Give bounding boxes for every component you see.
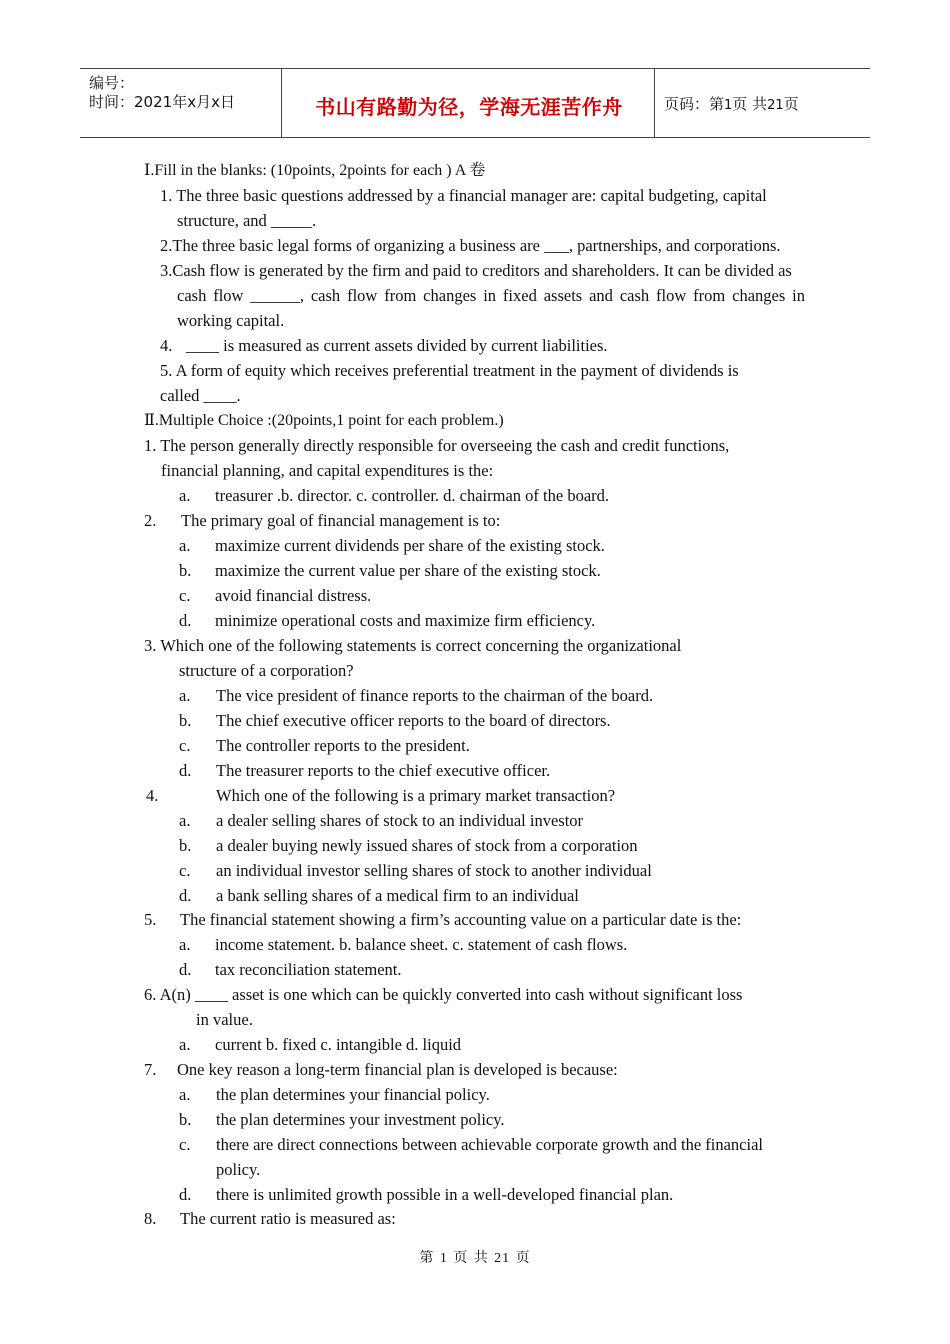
option-letter: a. xyxy=(179,1085,191,1104)
question-line: The current ratio is measured as: xyxy=(180,1209,396,1228)
question-line: 6. A(n) ____ asset is one which can be quickly converted into cash without significant loss xyxy=(144,985,743,1004)
question-line: in value. xyxy=(196,1010,253,1029)
option-text: tax reconciliation statement. xyxy=(215,960,402,979)
question-line: The primary goal of financial management is to: xyxy=(181,511,501,530)
question-line: 5. A form of equity which receives preferential treatment in the payment of dividends is xyxy=(160,361,739,380)
option-text: minimize operational costs and maximize firm efficiency. xyxy=(215,611,596,630)
option-letter: c. xyxy=(179,736,191,755)
option-text: a bank selling shares of a medical firm to an individual xyxy=(216,886,579,905)
option-letter: a. xyxy=(179,686,191,705)
number-label: 编号： xyxy=(89,74,135,92)
header-page-info: 页码：第1页 共21页 xyxy=(664,95,799,113)
option-text: avoid financial distress. xyxy=(215,586,372,605)
question-number: 2. xyxy=(144,511,157,530)
option-letter: a. xyxy=(179,935,191,954)
question-line: financial planning, and capital expenditures is the: xyxy=(161,461,494,480)
option-letter: b. xyxy=(179,1110,192,1129)
option-text: The chief executive officer reports to the board of directors. xyxy=(216,711,611,730)
question-line: One key reason a long-term financial plan is developed is because: xyxy=(177,1060,618,1079)
question-line: 3. Which one of the following statements is correct concerning the organizational xyxy=(144,636,682,655)
option-letter: b. xyxy=(179,711,192,730)
question-number: 7. xyxy=(144,1060,157,1079)
option-text: maximize the current value per share of the existing stock. xyxy=(215,561,601,580)
option-text: the plan determines your financial policy. xyxy=(216,1085,490,1104)
option-letter: d. xyxy=(179,960,192,979)
option-text: an individual investor selling shares of stock to another individual xyxy=(216,861,652,880)
option-text: a dealer buying newly issued shares of stock from a corporation xyxy=(216,836,638,855)
option-text: income statement. b. balance sheet. c. statement of cash flows. xyxy=(215,935,628,954)
option-text: The controller reports to the president. xyxy=(216,736,470,755)
option-letter: d. xyxy=(179,761,192,780)
option-letter: a. xyxy=(179,1035,191,1054)
option-text: The vice president of finance reports to the chairman of the board. xyxy=(216,686,654,705)
option-text: policy. xyxy=(216,1160,261,1179)
section-heading-multiple-choice: Ⅱ.Multiple Choice :(20points,1 point for each problem.) xyxy=(144,412,504,429)
option-letter: a. xyxy=(179,536,191,555)
question-line: structure of a corporation? xyxy=(179,661,354,680)
question-line: The financial statement showing a firm’s accounting value on a particular date is the: xyxy=(180,910,742,929)
question-line: Which one of the following is a primary market transaction? xyxy=(216,786,616,805)
option-letter: d. xyxy=(179,611,192,630)
option-text: there are direct connections between achievable corporate growth and the financial xyxy=(216,1135,763,1154)
option-text: treasurer .b. director. c. controller. d. chairman of the board. xyxy=(215,486,610,505)
section-heading-fill-blanks: Ⅰ.Fill in the blanks: (10points, 2points for each ) A 卷 xyxy=(144,162,486,179)
option-text: maximize current dividends per share of the existing stock. xyxy=(215,536,605,555)
option-text: current b. fixed c. intangible d. liquid xyxy=(215,1035,462,1054)
question-line: working capital. xyxy=(177,311,285,330)
option-letter: c. xyxy=(179,861,191,880)
page-footer: 第 1 页 共 21 页 xyxy=(419,1250,531,1266)
option-letter: d. xyxy=(179,886,192,905)
option-text: The treasurer reports to the chief executive officer. xyxy=(216,761,551,780)
option-letter: d. xyxy=(179,1185,192,1204)
option-letter: b. xyxy=(179,836,192,855)
option-letter: a. xyxy=(179,486,191,505)
header-motto: 书山有路勤为径，学海无涯苦作舟 xyxy=(315,95,623,119)
option-text: the plan determines your investment policy. xyxy=(216,1110,505,1129)
question-line: ____ is measured as current assets divided by current liabilities. xyxy=(186,336,608,355)
option-letter: c. xyxy=(179,586,191,605)
question-line: structure, and _____. xyxy=(177,211,317,230)
question-line: 1. The person generally directly responsible for overseeing the cash and credit functions, xyxy=(144,436,730,455)
option-letter: b. xyxy=(179,561,192,580)
question-line: cash flow ______, cash flow from changes in fixed assets and cash flow from changes in xyxy=(177,286,805,305)
question-number: 4. xyxy=(160,336,173,355)
option-text: there is unlimited growth possible in a well-developed financial plan. xyxy=(216,1185,674,1204)
option-letter: c. xyxy=(179,1135,191,1154)
question-number: 4. xyxy=(146,786,159,805)
question-line: 3.Cash flow is generated by the firm and paid to creditors and shareholders. It can be divided as xyxy=(160,261,792,280)
option-letter: a. xyxy=(179,811,191,830)
question-line: 2.The three basic legal forms of organizing a business are ___, partnerships, and corporations. xyxy=(160,236,781,255)
question-number: 8. xyxy=(144,1209,157,1228)
header-table xyxy=(80,68,870,138)
question-line: called ____. xyxy=(160,386,241,405)
date-line: 时间：2021年x月x日 xyxy=(89,93,235,111)
question-line: 1. The three basic questions addressed by a financial manager are: capital budgeting, capital xyxy=(160,186,767,205)
question-number: 5. xyxy=(144,910,157,929)
option-text: a dealer selling shares of stock to an individual investor xyxy=(216,811,584,830)
